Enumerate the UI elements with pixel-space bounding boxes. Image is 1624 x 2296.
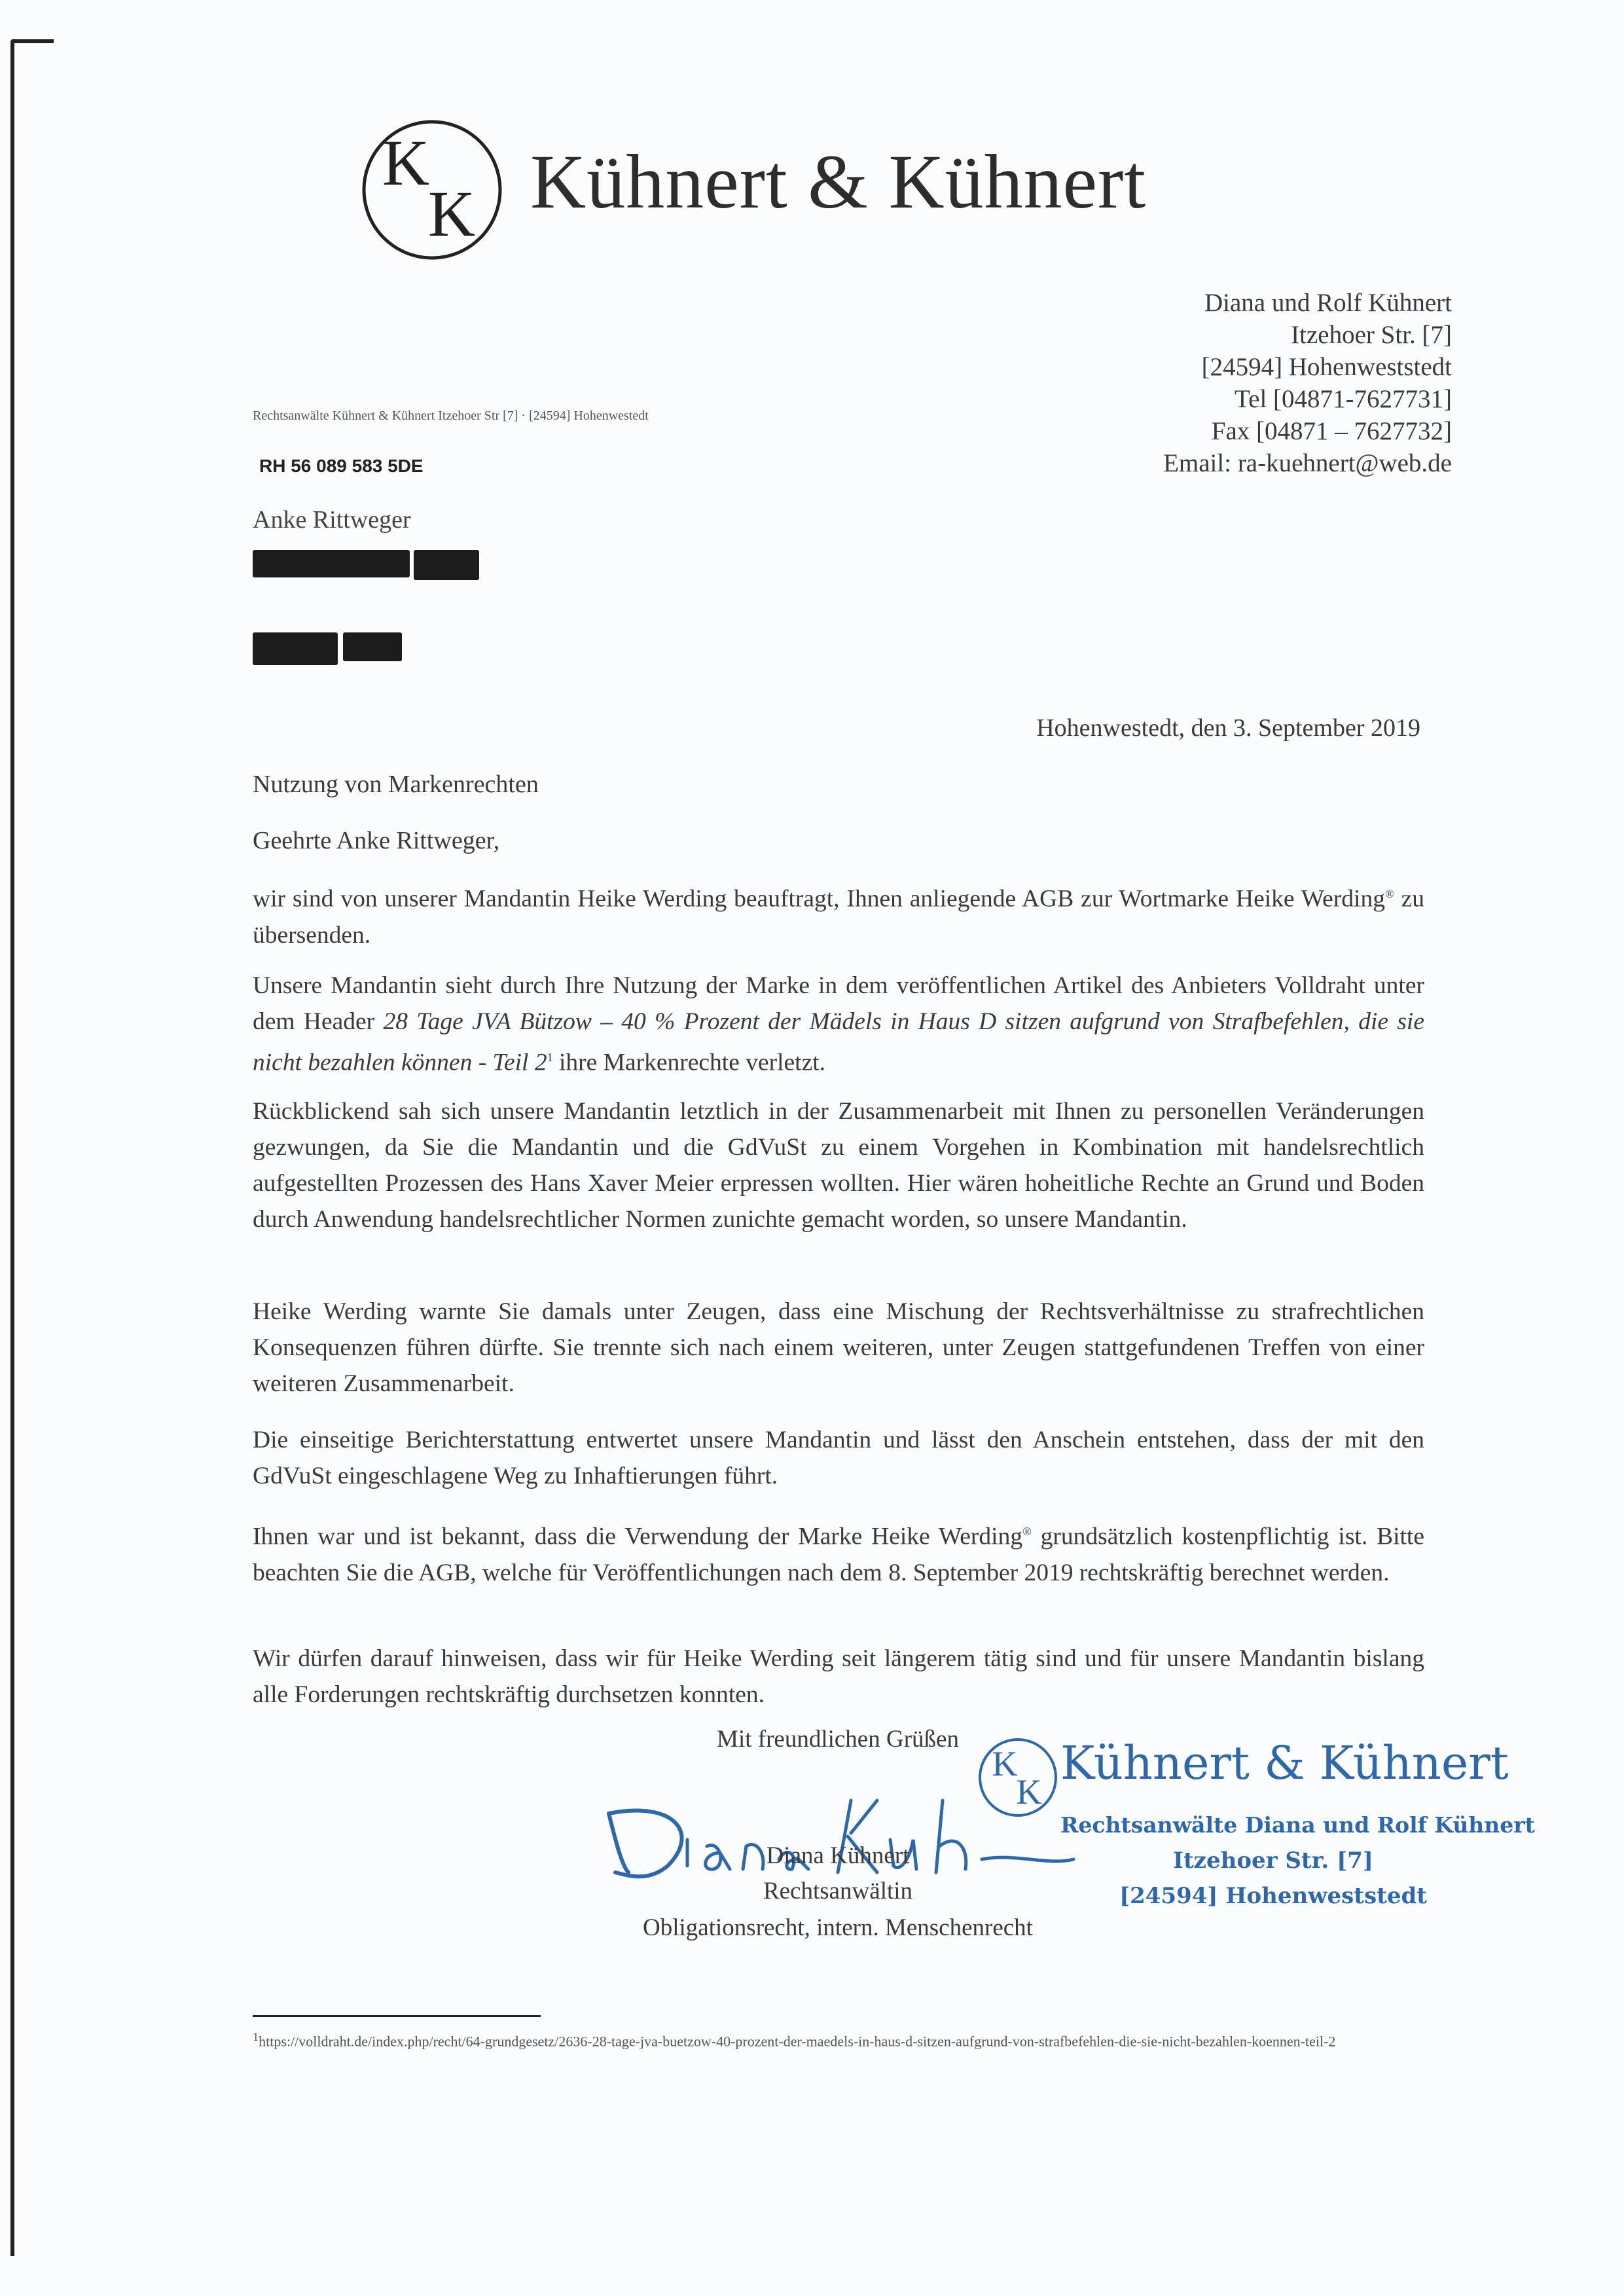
recipient-name: Anke Rittweger	[253, 506, 411, 534]
footnote-reference: 1	[547, 1051, 553, 1064]
body-paragraph-2: Unsere Mandantin sieht durch Ihre Nutzung der Marke in dem veröffentlichen Artikel des Anbieters Volldraht unter dem Header 28 Tage JVA Bützow – 40 % Prozent der Mädels in Haus D sitzen aufgrund von Strafbefehlen, die sie nicht bezahlen können - Teil $2^1$ ihre Markenrechte verletzt.	[253, 972, 1424, 1076]
stamp-line-3: [24594] Hohenweststedt	[1119, 1883, 1427, 1909]
sender-line: Tel [04871-7627731]	[1235, 385, 1452, 413]
signatory-title: Rechtsanwältin	[763, 1878, 913, 1904]
sender-line: Itzehoer Str. [7]	[1291, 321, 1452, 349]
svg-text:K: K	[992, 1744, 1018, 1783]
redacted-house-number	[414, 550, 479, 580]
body-paragraph-1: wir sind von unserer Mandantin Heike Werding beauftragt, Ihnen anliegende AGB zur Wortmarke Heike Werding® zu übersenden.	[253, 885, 1424, 949]
body-paragraph-7: Wir dürfen darauf hinweisen, dass wir für Heike Werding seit längerem tätig sind und für unsere Mandantin bislang alle Forderungen rechtskräftig durchsetzen konnten.	[253, 1645, 1424, 1708]
monogram-top-letter: K	[382, 126, 430, 199]
firm-name: Kühnert & Kühnert	[530, 139, 1147, 225]
sender-address	[994, 287, 1452, 479]
signatory-name: Diana Kühnert	[766, 1842, 910, 1869]
stamp-firm-name: Kühnert & Kühnert	[1060, 1736, 1509, 1790]
redacted-postcode	[253, 632, 338, 665]
monogram-bottom-letter: K	[427, 177, 476, 250]
redacted-street	[253, 550, 410, 577]
redacted-city	[343, 632, 402, 661]
sender-line: Diana und Rolf Kühnert	[1204, 289, 1452, 317]
salutation: Geehrte Anke Rittweger,	[253, 827, 500, 854]
return-address-line: Rechtsanwälte Kühnert & Kühnert Itzehoer Str [7] · [24594] Hohenwestedt	[253, 409, 649, 423]
subject-line: Nutzung von Markenrechten	[253, 771, 539, 798]
stamp-line-1: Rechtsanwälte Diana und Rolf Kühnert	[1060, 1812, 1535, 1838]
signatory-specialty: Obligationsrecht, intern. Menschenrecht	[643, 1914, 1033, 1941]
sender-line: Fax [04871 – 7627732]	[1211, 417, 1452, 445]
closing-greeting: Mit freundlichen Grüßen	[717, 1726, 959, 1753]
svg-text:K: K	[1016, 1772, 1042, 1812]
footnote-separator	[253, 2015, 541, 2017]
footnote-marker: 1	[253, 2030, 259, 2043]
body-paragraph-3: Rückblickend sah sich unsere Mandantin letztlich in der Zusammenarbeit mit Ihnen zu personellen Veränderungen gezwungen, da Sie die Mandantin und die GdVuSt zu einem Vorgehen in Kombination mit handelsrechtlich aufgestellten Prozessen des Hans Xaver Meier erpressen wollten. Hier wären hoheitliche Rechte an Grund und Boden durch Anwendung handelsrechtlicher Normen zunichte gemacht worden, so unsere Mandantin.	[253, 1098, 1424, 1233]
monogram-logo	[353, 111, 511, 268]
footnote	[253, 2024, 1405, 2054]
firm-stamp	[975, 1735, 1584, 1944]
footnote-url: https://volldraht.de/index.php/recht/64-grundgesetz/2636-28-tage-jva-buetzow-40-prozent-der-maedels-in-haus-d-sitzen-aufgrund-von-strafbefehlen-die-sie-nicht-bezahlen-koennen-teil-2	[259, 2033, 1336, 2050]
date-line: Hohenwestedt, den 3. September 2019	[1036, 714, 1420, 742]
body-paragraph-6: Ihnen war und ist bekannt, dass die Verwendung der Marke Heike Werding® grundsätzlich kostenpflichtig ist. Bitte beachten Sie die AGB, welche für Veröffentlichungen nach dem 8. September 2019 rechtskräftig berechnet werden.	[253, 1523, 1425, 1586]
body-paragraph-4: Heike Werding warnte Sie damals unter Zeugen, dass eine Mischung der Rechtsverhältnisse zu strafrechtlichen Konsequenzen führen dürfte. Sie trennte sich nach einem weiteren, unter Zeugen stattgefundenen Treffen von einer weiteren Zusammenarbeit.	[253, 1298, 1424, 1397]
sender-line: [24594] Hohenweststedt	[1201, 353, 1452, 381]
scan-corner-mark	[10, 39, 54, 2256]
letterhead	[353, 111, 1270, 268]
stamp-line-2: Itzehoer Str. [7]	[1173, 1848, 1373, 1874]
sender-email: Email: ra-kuehnert@web.de	[1163, 449, 1452, 477]
tracking-number: RH 56 089 583 5DE	[259, 456, 424, 476]
stamp-monogram	[975, 1735, 1060, 1820]
article-header-title: 28 Tage JVA Bützow – 40 % Prozent der Mädels in Haus D sitzen aufgrund von Strafbefehlen, die sie nicht bezahlen können - Teil 2	[253, 1008, 1424, 1076]
body-paragraph-5: Die einseitige Berichterstattung entwertet unsere Mandantin und lässt den Anschein entstehen, dass der mit den GdVuSt eingeschlagene Weg zu Inhaftierungen führt.	[253, 1427, 1424, 1489]
